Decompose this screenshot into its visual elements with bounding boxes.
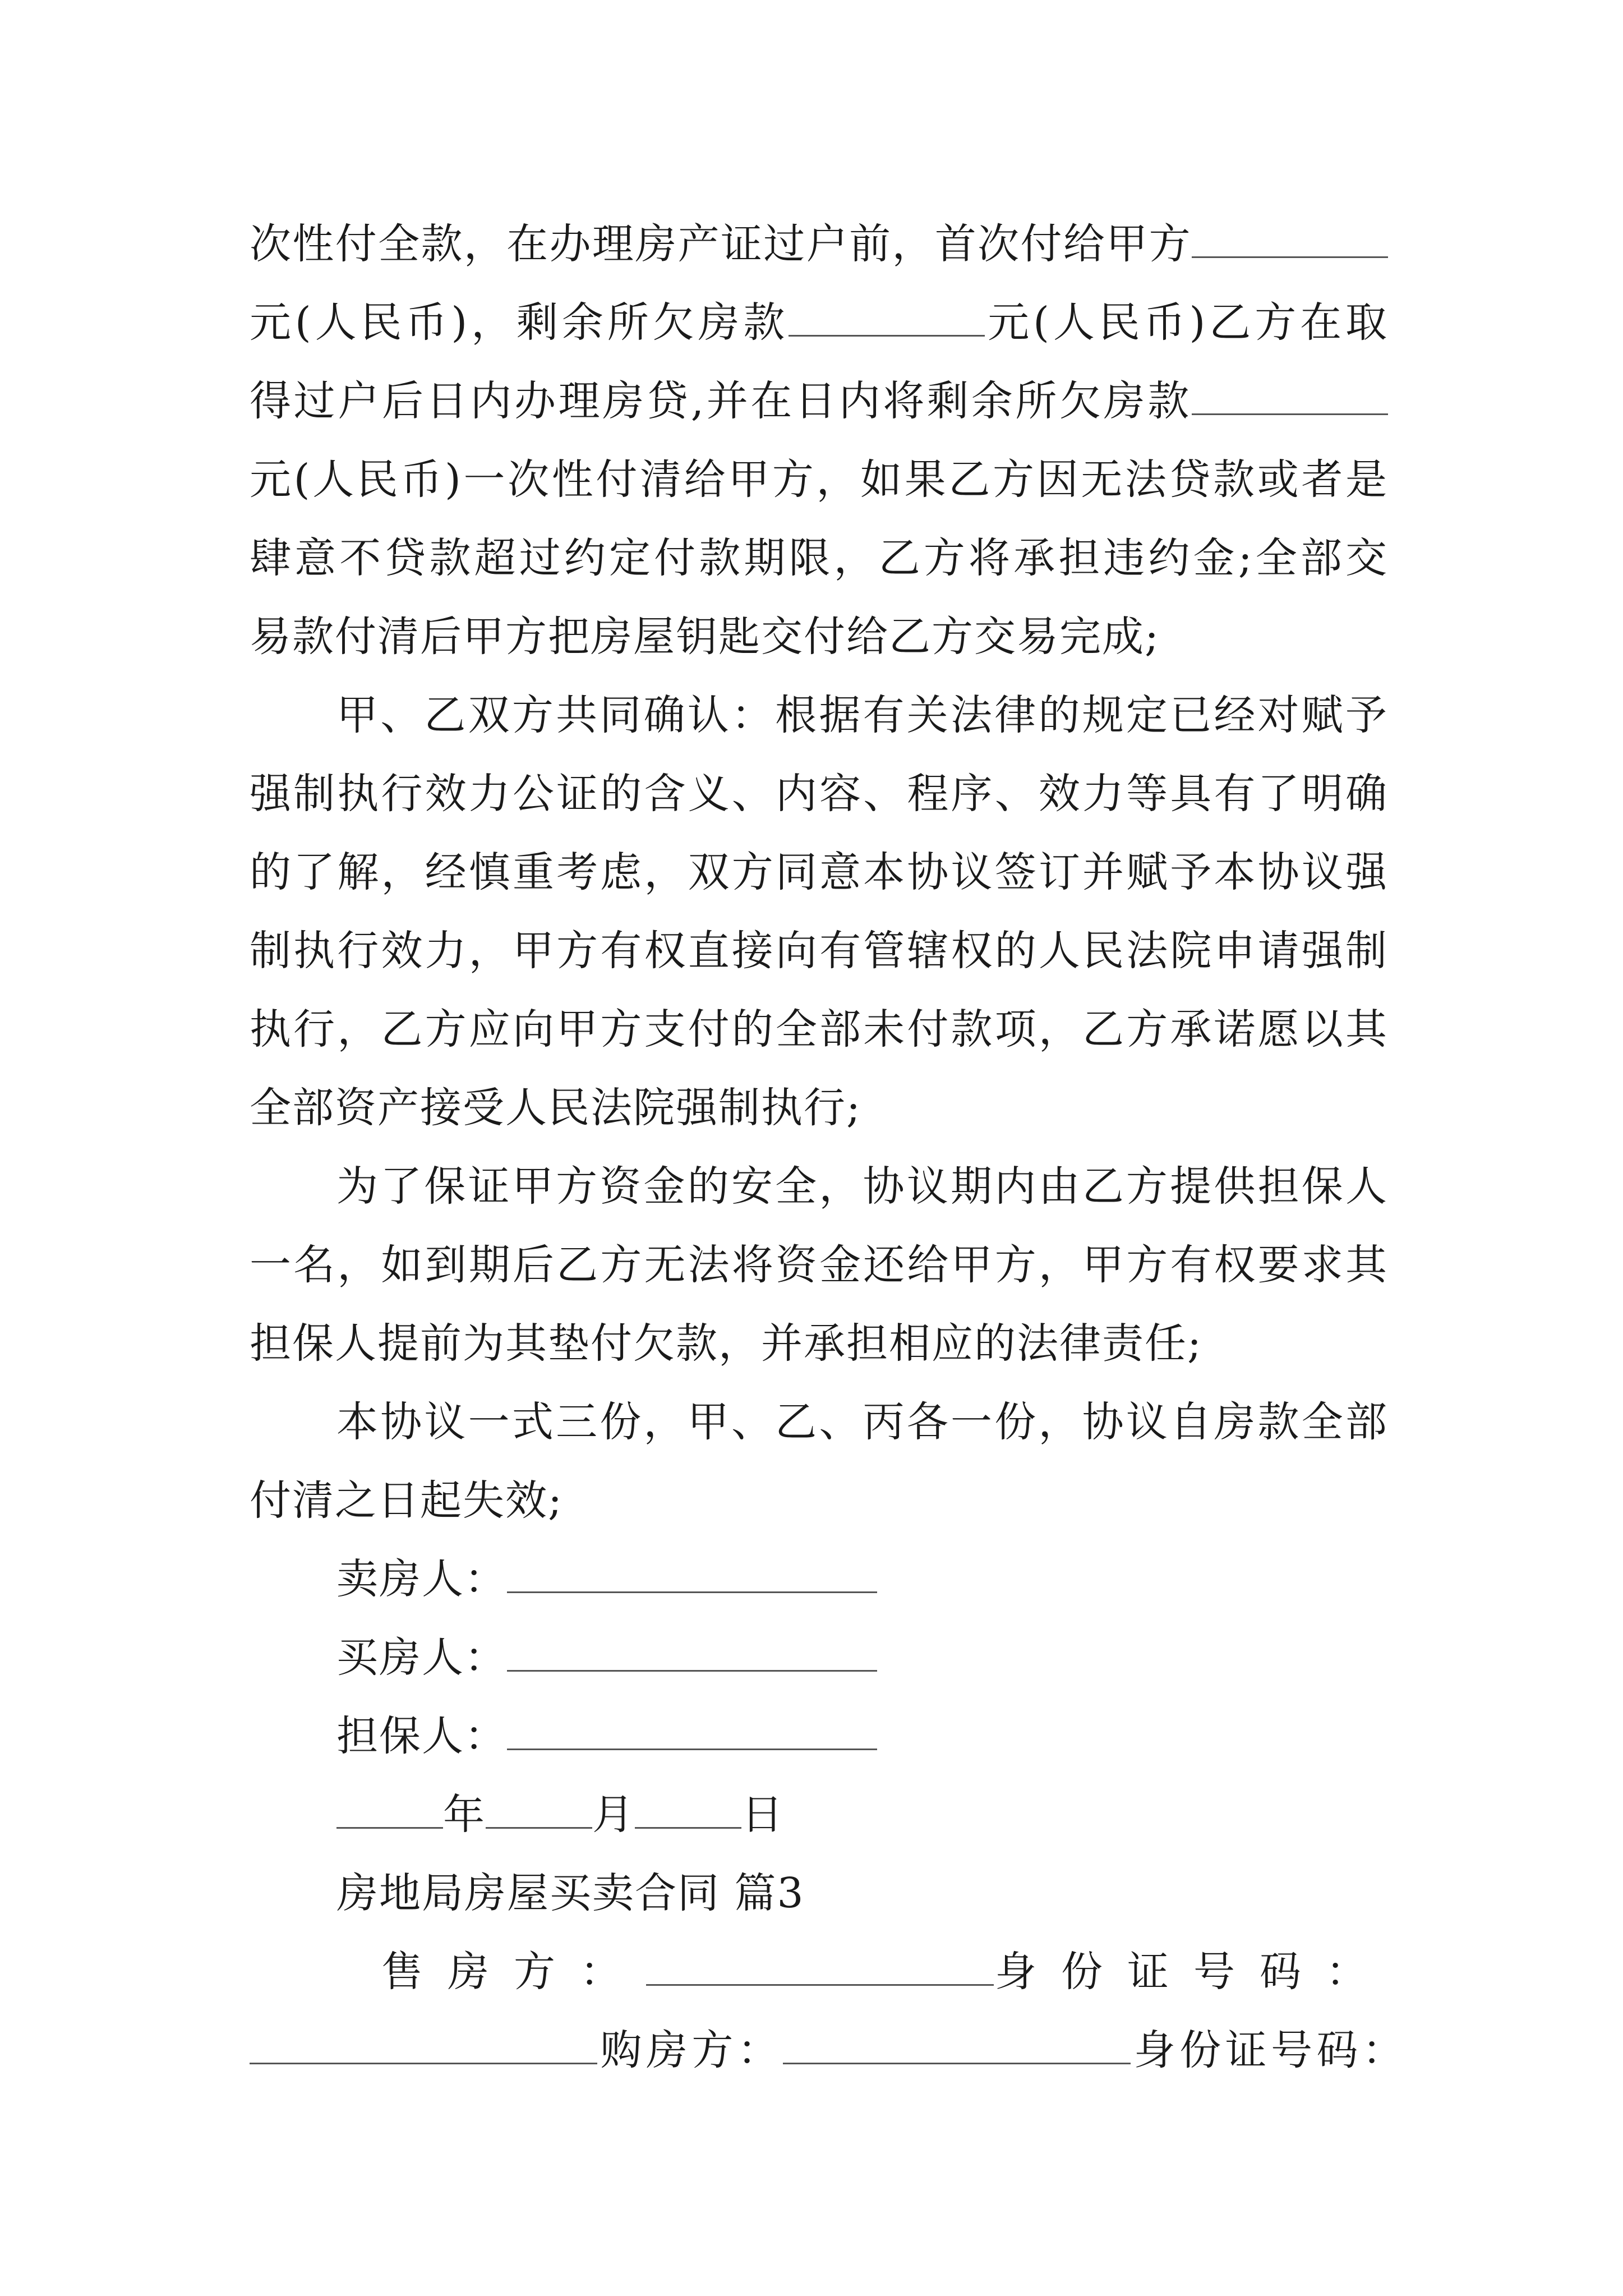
paragraph-line: 肆意不贷款超过约定付款期限，乙方将承担违约金;全部交 (250, 534, 1388, 582)
blank-underline (1192, 374, 1388, 415)
id-blank (250, 2023, 597, 2064)
signature-label: 卖房人： (336, 1555, 507, 1603)
seller-label: 售房方： (381, 1948, 646, 1996)
blank-underline (1192, 217, 1388, 258)
paragraph-line: 为了保证甲方资金的安全，协议期内由乙方提供担保人 (336, 1162, 1388, 1211)
paragraph-line: 一名，如到期后乙方无法将资金还给甲方，甲方有权要求其 (250, 1241, 1388, 1289)
month-blank (486, 1788, 592, 1829)
text-segment: 次性付全款，在办理房产证过户前，首次付给甲方 (250, 220, 1192, 268)
year-blank (336, 1788, 443, 1829)
paragraph-line: 易款付清后甲方把房屋钥匙交付给乙方交易完成; (250, 613, 1160, 661)
blank-underline (789, 296, 985, 337)
paragraph-line: 强制执行效力公证的含义、内容、程序、效力等具有了明确 (250, 770, 1388, 818)
year-label: 年 (443, 1791, 486, 1839)
day-blank (635, 1788, 741, 1829)
paragraph-line (250, 210, 1388, 278)
buyer-blank (783, 2023, 1131, 2064)
paragraph-line (250, 367, 1388, 435)
paragraph-line: 全部资产接受人民法院强制执行; (250, 1084, 861, 1132)
signature-label: 担保人： (336, 1712, 507, 1760)
paragraph-line: 元(人民币)一次性付清给甲方，如果乙方因无法贷款或者是 (250, 455, 1388, 504)
signature-blank (507, 1552, 877, 1593)
seller-blank (646, 1945, 994, 1986)
paragraph-line: 制执行效力，甲方有权直接向有管辖权的人民法院申请强制 (250, 927, 1388, 975)
text-segment: 元(人民币)乙方在取 (985, 298, 1388, 347)
day-label: 日 (741, 1791, 784, 1839)
paragraph-line: 甲、乙双方共同确认：根据有关法律的规定已经对赋予 (336, 691, 1388, 739)
month-label: 月 (592, 1791, 635, 1839)
signature-seller (336, 1545, 1388, 1613)
paragraph-line: 执行，乙方应向甲方支付的全部未付款项，乙方承诺愿以其 (250, 1005, 1388, 1053)
party-line-buyer (250, 2017, 1405, 2084)
paragraph-line: 本协议一式三份，甲、乙、丙各一份，协议自房款全部 (336, 1398, 1388, 1446)
paragraph-line: 担保人提前为其垫付欠款，并承担相应的法律责任; (250, 1319, 1202, 1368)
signature-label: 买房人： (336, 1634, 507, 1682)
buyer-label: 购房方： (597, 2026, 783, 2074)
date-line (336, 1781, 1388, 1848)
paragraph-line: 付清之日起失效; (250, 1476, 563, 1525)
signature-blank (507, 1631, 877, 1672)
paragraph-line: 的了解，经慎重考虑，双方同意本协议签订并赋予本协议强 (250, 848, 1388, 896)
section-title: 房地局房屋买卖合同 篇3 (336, 1869, 805, 1917)
signature-buyer (336, 1624, 1388, 1691)
id-label: 身份证号码： (994, 1948, 1391, 1996)
id-label-2: 身份证号码： (1131, 2026, 1405, 2074)
text-segment: 元(人民币)，剩余所欠房款 (250, 298, 789, 347)
party-line-seller (381, 1938, 1391, 2005)
signature-blank (507, 1709, 877, 1750)
text-segment: 得过户后日内办理房贷,并在日内将剩余所欠房款 (250, 377, 1192, 425)
signature-guarantor (336, 1703, 1388, 1770)
paragraph-line (250, 289, 1388, 356)
